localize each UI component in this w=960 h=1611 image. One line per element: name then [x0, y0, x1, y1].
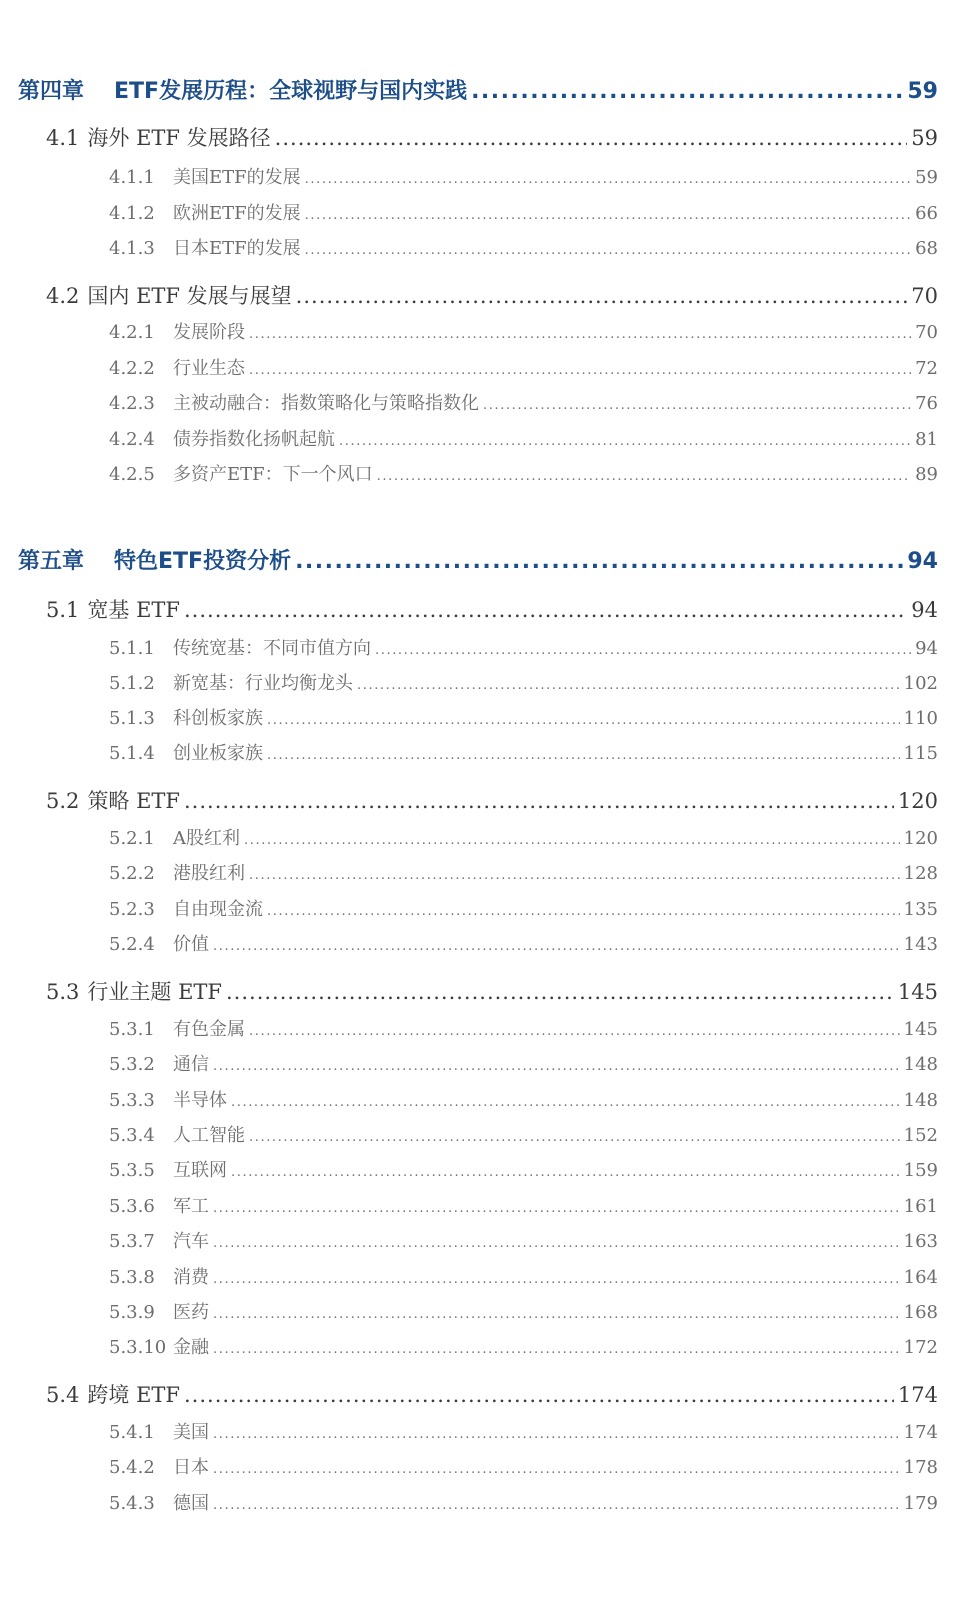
toc-subsection-title: 日本ETF的发展 — [173, 238, 301, 259]
dot-leader — [339, 429, 911, 450]
toc-subsection[interactable] — [109, 163, 938, 189]
toc-subsection[interactable] — [109, 1453, 938, 1479]
toc-section-title: 海外 ETF 发展路径 — [87, 126, 271, 150]
toc-subsection[interactable] — [109, 824, 938, 850]
toc-subsection[interactable] — [109, 739, 938, 765]
toc-subsection-title: 医药 — [173, 1302, 209, 1323]
dot-leader — [249, 863, 900, 884]
toc-section[interactable] — [46, 785, 938, 815]
dot-leader — [213, 1337, 900, 1358]
toc-section-title: 跨境 ETF — [87, 1383, 180, 1407]
toc-subsection-number: 5.3.2 — [109, 1054, 155, 1075]
toc-section-number: 4.2 — [46, 284, 80, 308]
toc-section[interactable] — [46, 280, 938, 310]
toc-subsection-title: 军工 — [173, 1196, 209, 1217]
toc-subsection-title: 人工智能 — [173, 1125, 245, 1146]
toc-subsection-number: 5.4.1 — [109, 1422, 155, 1443]
dot-leader — [231, 1160, 900, 1181]
toc-subsection-page-number: 168 — [903, 1302, 938, 1323]
toc-subsection-page-number: 59 — [915, 167, 938, 188]
toc-subsection-number: 5.2.1 — [109, 828, 155, 849]
toc-subsection-number: 5.3.10 — [109, 1337, 167, 1358]
toc-subsection-page-number: 174 — [903, 1422, 938, 1443]
toc-subsection-page-number: 72 — [915, 358, 938, 379]
toc-section-page-number: 94 — [911, 598, 938, 622]
toc-subsection-title: 汽车 — [173, 1231, 209, 1252]
dot-leader — [483, 393, 911, 414]
toc-subsection-title: 科创板家族 — [173, 708, 263, 729]
toc-subsection-title: 价值 — [173, 934, 209, 955]
toc-subsection-number: 5.3.7 — [109, 1231, 155, 1252]
dot-leader — [267, 708, 900, 729]
toc-subsection-title: 通信 — [173, 1054, 209, 1075]
toc-subsection-page-number: 66 — [915, 203, 938, 224]
toc-subsection-page-number: 159 — [903, 1160, 938, 1181]
toc-chapter-title: 特色ETF投资分析 — [114, 549, 292, 574]
toc-subsection-title: 自由现金流 — [173, 899, 263, 920]
toc-subsection-page-number: 163 — [903, 1231, 938, 1252]
toc-subsection-page-number: 110 — [903, 708, 938, 729]
toc-subsection-number: 5.3.1 — [109, 1019, 155, 1040]
toc-subsection-title: 日本 — [173, 1457, 209, 1478]
toc-subsection-number: 4.2.4 — [109, 429, 155, 450]
toc-subsection[interactable] — [109, 389, 938, 415]
dot-leader — [231, 1090, 900, 1111]
toc-subsection[interactable] — [109, 704, 938, 730]
toc-subsection-page-number: 68 — [915, 238, 938, 259]
toc-subsection[interactable] — [109, 1418, 938, 1444]
toc-subsection-page-number: 89 — [915, 464, 938, 485]
toc-subsection-page-number: 161 — [903, 1196, 938, 1217]
toc-subsection-page-number: 94 — [915, 638, 938, 659]
toc-subsection-title: 有色金属 — [173, 1019, 245, 1040]
toc-section[interactable] — [46, 594, 938, 624]
dot-leader — [249, 1125, 900, 1146]
toc-subsection[interactable] — [109, 634, 938, 660]
dot-leader — [249, 358, 911, 379]
toc-section-title: 国内 ETF 发展与展望 — [87, 284, 292, 308]
toc-subsection[interactable] — [109, 895, 938, 921]
toc-subsection-title: 互联网 — [173, 1160, 227, 1181]
dot-leader — [213, 1196, 900, 1217]
toc-subsection-title: 金融 — [173, 1337, 209, 1358]
toc-subsection-number: 5.1.2 — [109, 673, 155, 694]
dot-leader — [305, 238, 911, 259]
toc-subsection-number: 5.2.2 — [109, 863, 155, 884]
toc-subsection-number: 5.4.2 — [109, 1457, 155, 1478]
toc-subsection-page-number: 145 — [903, 1019, 938, 1040]
toc-subsection-title: 多资产ETF：下一个风口 — [173, 464, 373, 485]
toc-subsection-page-number: 81 — [915, 429, 938, 450]
dot-leader — [377, 464, 911, 485]
dot-leader — [184, 598, 907, 622]
dot-leader — [213, 1302, 900, 1323]
dot-leader — [305, 167, 911, 188]
dot-leader — [267, 743, 900, 764]
toc-subsection-number: 4.2.2 — [109, 358, 155, 379]
toc-subsection[interactable] — [109, 930, 938, 956]
toc-subsection[interactable] — [109, 1086, 938, 1112]
toc-subsection-page-number: 120 — [903, 828, 938, 849]
dot-leader — [213, 1267, 900, 1288]
dot-leader — [296, 284, 908, 308]
toc-subsection[interactable] — [109, 354, 938, 380]
toc-section-page-number: 145 — [897, 980, 938, 1004]
dot-leader — [375, 638, 911, 659]
dot-leader — [226, 980, 894, 1004]
toc-subsection-number: 5.3.8 — [109, 1267, 155, 1288]
toc-subsection-number: 5.3.9 — [109, 1302, 155, 1323]
toc-section[interactable] — [46, 976, 938, 1006]
dot-leader — [295, 549, 903, 574]
toc-chapter[interactable] — [18, 544, 938, 575]
toc-chapter-title: ETF发展历程：全球视野与国内实践 — [114, 79, 468, 104]
toc-chapter-number: 第五章 — [18, 549, 85, 574]
toc-subsection-number: 5.2.3 — [109, 899, 155, 920]
toc-chapter-page-number: 59 — [907, 79, 938, 104]
toc-section-number: 5.1 — [46, 598, 80, 622]
toc-subsection-title: 创业板家族 — [173, 743, 263, 764]
toc-section[interactable] — [46, 122, 938, 152]
toc-subsection-page-number: 143 — [903, 934, 938, 955]
toc-subsection-title: 欧洲ETF的发展 — [173, 203, 301, 224]
toc-subsection[interactable] — [109, 1156, 938, 1182]
toc-subsection-title: 港股红利 — [173, 863, 245, 884]
toc-subsection-title: 债券指数化扬帆起航 — [173, 429, 335, 450]
toc-subsection[interactable] — [109, 1227, 938, 1253]
toc-subsection-title: 德国 — [173, 1493, 209, 1514]
dot-leader — [357, 673, 900, 694]
toc-subsection-number: 4.2.1 — [109, 322, 155, 343]
toc-subsection-title: 新宽基：行业均衡龙头 — [173, 673, 353, 694]
dot-leader — [249, 1019, 900, 1040]
dot-leader — [249, 322, 911, 343]
toc-subsection[interactable] — [109, 859, 938, 885]
toc-section-title: 行业主题 ETF — [87, 980, 222, 1004]
toc-subsection[interactable] — [109, 1489, 938, 1515]
toc-subsection-title: 半导体 — [173, 1090, 227, 1111]
toc-section-page-number: 120 — [897, 789, 938, 813]
toc-subsection-number: 5.1.3 — [109, 708, 155, 729]
toc-section[interactable] — [46, 1379, 938, 1409]
dot-leader — [244, 828, 900, 849]
toc-subsection-page-number: 148 — [903, 1090, 938, 1111]
toc-section-number: 5.3 — [46, 980, 80, 1004]
toc-subsection-number: 4.2.3 — [109, 393, 155, 414]
toc-subsection-page-number: 172 — [903, 1337, 938, 1358]
dot-leader — [213, 1231, 900, 1252]
toc-subsection[interactable] — [109, 199, 938, 225]
toc-subsection-number: 4.1.3 — [109, 238, 155, 259]
dot-leader — [471, 79, 903, 104]
dot-leader — [213, 934, 900, 955]
dot-leader — [184, 789, 894, 813]
toc-subsection-page-number: 135 — [903, 899, 938, 920]
toc-section-title: 宽基 ETF — [87, 598, 180, 622]
toc-section-page-number: 59 — [911, 126, 938, 150]
toc-section-page-number: 70 — [911, 284, 938, 308]
toc-subsection-title: 传统宽基：不同市值方向 — [173, 638, 371, 659]
toc-subsection-title: 消费 — [173, 1267, 209, 1288]
toc-subsection-title: 主被动融合：指数策略化与策略指数化 — [173, 393, 479, 414]
dot-leader — [213, 1422, 900, 1443]
toc-subsection[interactable] — [109, 1192, 938, 1218]
toc-subsection-title: 行业生态 — [173, 358, 245, 379]
toc-subsection[interactable] — [109, 318, 938, 344]
toc-subsection-title: 发展阶段 — [173, 322, 245, 343]
toc-subsection-page-number: 164 — [903, 1267, 938, 1288]
toc-subsection-page-number: 102 — [903, 673, 938, 694]
dot-leader — [275, 126, 908, 150]
toc-subsection[interactable] — [109, 425, 938, 451]
dot-leader — [267, 899, 900, 920]
dot-leader — [184, 1383, 894, 1407]
toc-subsection-number: 4.1.1 — [109, 167, 155, 188]
toc-subsection-number: 5.3.5 — [109, 1160, 155, 1181]
toc-subsection-title: 美国ETF的发展 — [173, 167, 301, 188]
toc-subsection-page-number: 148 — [903, 1054, 938, 1075]
toc-section-number: 5.2 — [46, 789, 80, 813]
dot-leader — [213, 1054, 900, 1075]
toc-subsection-page-number: 179 — [903, 1493, 938, 1514]
toc-subsection[interactable] — [109, 1121, 938, 1147]
toc-section-title: 策略 ETF — [87, 789, 180, 813]
toc-subsection-page-number: 178 — [903, 1457, 938, 1478]
toc-subsection-number: 5.2.4 — [109, 934, 155, 955]
dot-leader — [213, 1493, 900, 1514]
toc-subsection-number: 5.3.4 — [109, 1125, 155, 1146]
toc-subsection[interactable] — [109, 1015, 938, 1041]
dot-leader — [213, 1457, 900, 1478]
toc-subsection-page-number: 152 — [903, 1125, 938, 1146]
toc-section-page-number: 174 — [897, 1383, 938, 1407]
toc-section-number: 5.4 — [46, 1383, 80, 1407]
toc-subsection-page-number: 70 — [915, 322, 938, 343]
toc-subsection-number: 5.1.1 — [109, 638, 155, 659]
toc-section-number: 4.1 — [46, 126, 80, 150]
toc-subsection-number: 5.3.3 — [109, 1090, 155, 1111]
toc-subsection-page-number: 76 — [915, 393, 938, 414]
toc-subsection-title: A股红利 — [173, 828, 240, 849]
toc-subsection[interactable] — [109, 669, 938, 695]
toc-subsection-page-number: 115 — [903, 743, 938, 764]
toc-subsection-number: 4.1.2 — [109, 203, 155, 224]
toc-subsection[interactable] — [109, 1263, 938, 1289]
toc-subsection-number: 5.4.3 — [109, 1493, 155, 1514]
toc-subsection-number: 5.3.6 — [109, 1196, 155, 1217]
toc-subsection-title: 美国 — [173, 1422, 209, 1443]
dot-leader — [305, 203, 911, 224]
toc-chapter-number: 第四章 — [18, 79, 85, 104]
toc-subsection-number: 4.2.5 — [109, 464, 155, 485]
toc-subsection-number: 5.1.4 — [109, 743, 155, 764]
toc-chapter-page-number: 94 — [907, 549, 938, 574]
toc-subsection[interactable] — [109, 1333, 938, 1359]
toc-subsection[interactable] — [109, 1050, 938, 1076]
toc-subsection[interactable] — [109, 234, 938, 260]
toc-chapter[interactable] — [18, 74, 938, 105]
toc-subsection[interactable] — [109, 460, 938, 486]
toc-subsection-page-number: 128 — [903, 863, 938, 884]
toc-subsection[interactable] — [109, 1298, 938, 1324]
